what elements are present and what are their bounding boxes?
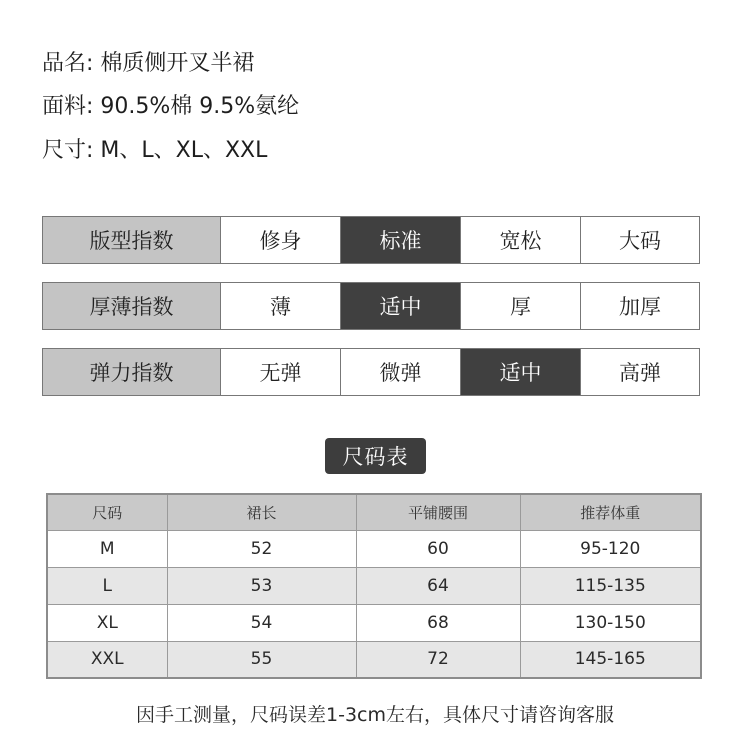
table-row [47, 604, 701, 641]
index-row-thickness [42, 282, 700, 330]
index-option: 修身 [220, 217, 340, 263]
table-cell: 64 [356, 567, 520, 604]
index-row-fit [42, 216, 700, 264]
index-option: 高弹 [580, 349, 699, 395]
measurement-footnote: 因手工测量，尺码误差1-3cm左右，具体尺寸请咨询客服 [136, 704, 614, 726]
table-cell: XL [47, 604, 167, 641]
index-option: 宽松 [460, 217, 580, 263]
table-cell: 54 [167, 604, 356, 641]
table-cell: 95-120 [520, 530, 701, 567]
size-chart-title: 尺码表 [325, 438, 426, 474]
column-header-waist: 平铺腰围 [356, 494, 520, 530]
table-row [47, 567, 701, 604]
table-cell: 52 [167, 530, 356, 567]
table-cell: 60 [356, 530, 520, 567]
index-option: 适中 [460, 349, 580, 395]
product-sizes: 尺寸: M、L、XL、XXL [42, 138, 268, 163]
size-chart-table [46, 493, 702, 679]
index-row-elasticity [42, 348, 700, 396]
table-cell: 115-135 [520, 567, 701, 604]
index-label: 厚薄指数 [43, 283, 220, 329]
index-option: 无弹 [220, 349, 340, 395]
table-cell: XXL [47, 641, 167, 678]
column-header-size: 尺码 [47, 494, 167, 530]
index-option: 适中 [340, 283, 460, 329]
table-cell: 53 [167, 567, 356, 604]
table-cell: 145-165 [520, 641, 701, 678]
index-option: 微弹 [340, 349, 460, 395]
table-cell: L [47, 567, 167, 604]
table-cell: 68 [356, 604, 520, 641]
index-option: 厚 [460, 283, 580, 329]
column-header-weight: 推荐体重 [520, 494, 701, 530]
index-label: 弹力指数 [43, 349, 220, 395]
product-fabric: 面料: 90.5%棉 9.5%氨纶 [42, 94, 300, 119]
table-row [47, 530, 701, 567]
index-option: 薄 [220, 283, 340, 329]
index-option: 加厚 [580, 283, 699, 329]
table-header-row [47, 494, 701, 530]
table-cell: 55 [167, 641, 356, 678]
table-cell: 72 [356, 641, 520, 678]
column-header-length: 裙长 [167, 494, 356, 530]
index-option: 标准 [340, 217, 460, 263]
product-name: 品名: 棉质侧开叉半裙 [42, 51, 255, 76]
table-cell: 130-150 [520, 604, 701, 641]
index-option: 大码 [580, 217, 699, 263]
table-row [47, 641, 701, 678]
table-cell: M [47, 530, 167, 567]
index-label: 版型指数 [43, 217, 220, 263]
